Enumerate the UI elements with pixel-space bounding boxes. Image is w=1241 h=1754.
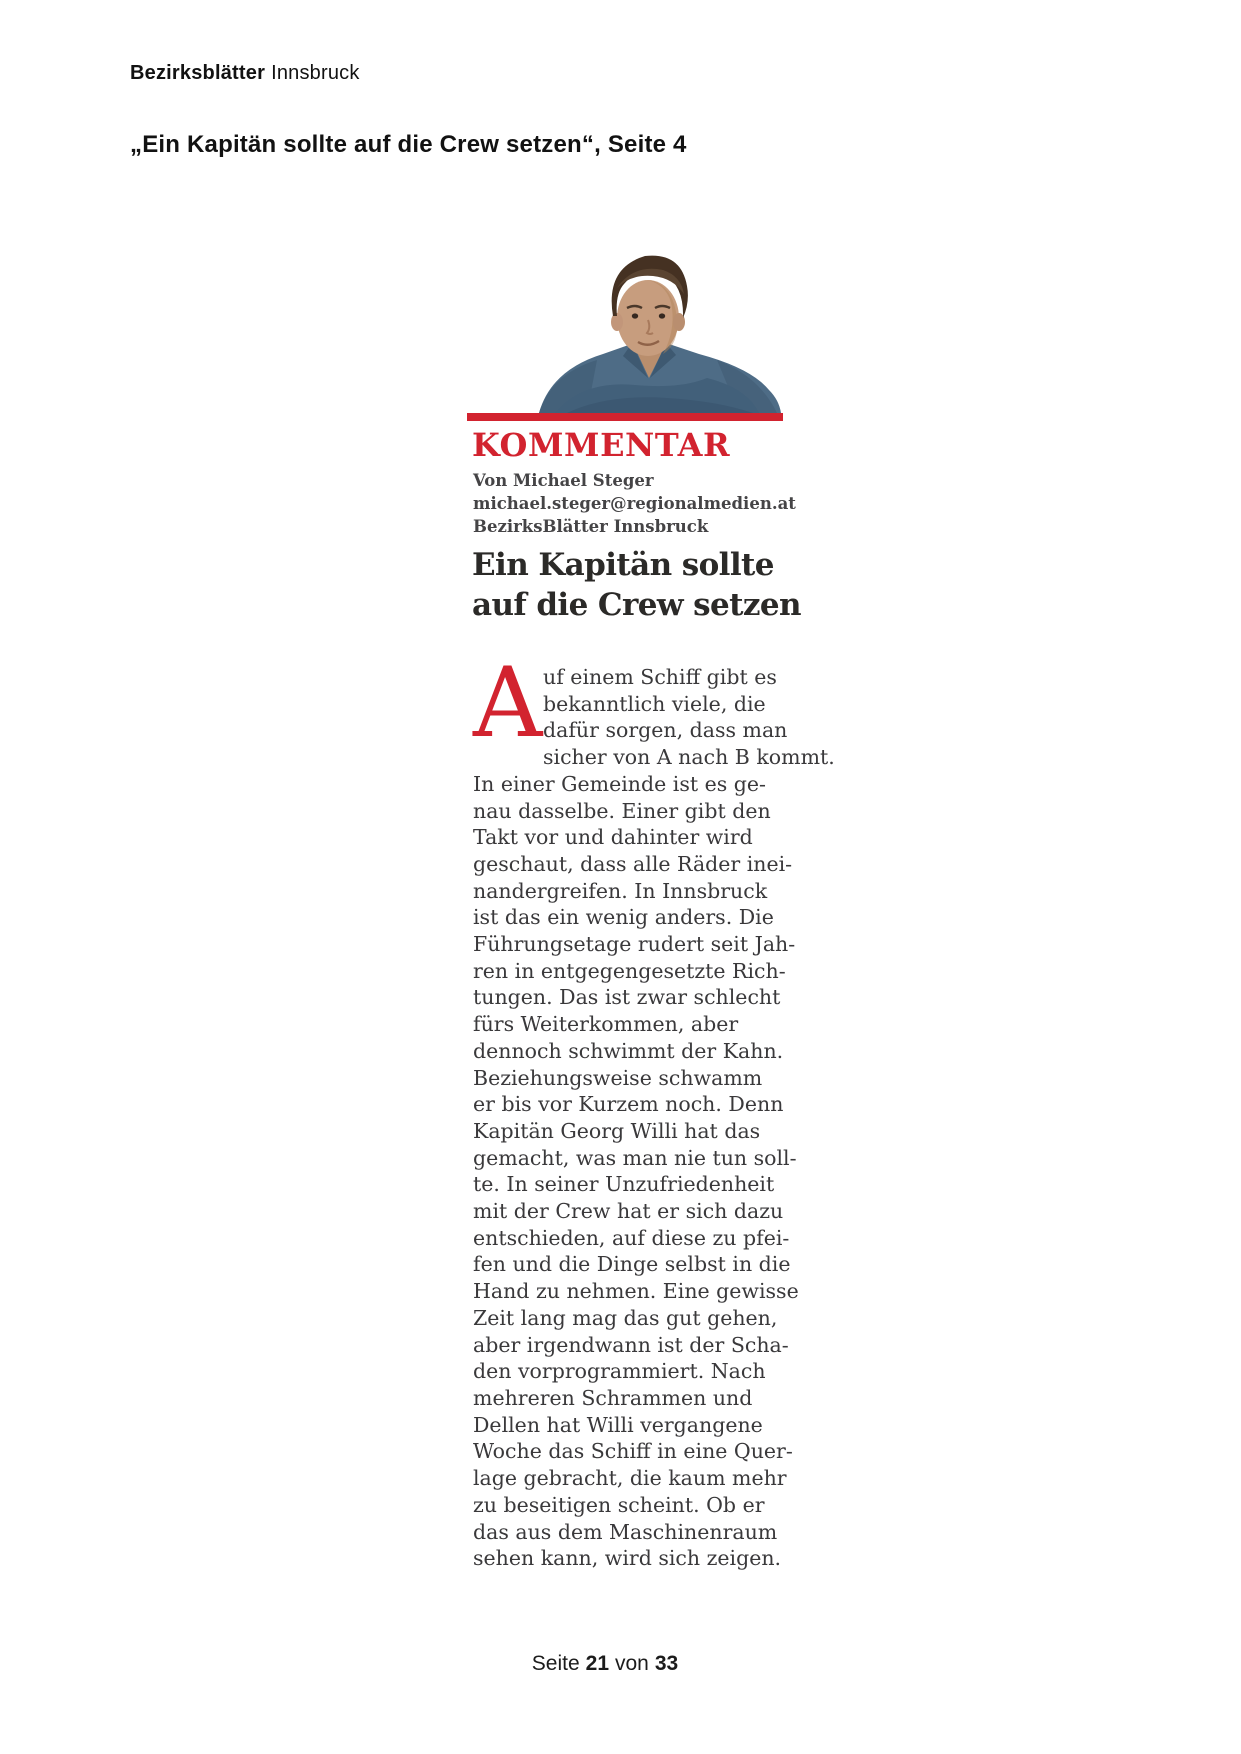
body-line: er bis vor Kurzem noch. Denn — [473, 1092, 784, 1117]
body-line: zu beseitigen scheint. Ob er — [473, 1492, 765, 1517]
article-body — [473, 647, 835, 1572]
body-line: bekanntlich viele, die — [543, 691, 766, 716]
article-title — [472, 545, 802, 625]
footer-total-pages: 33 — [654, 1652, 679, 1675]
page-footer — [0, 1652, 1210, 1676]
body-line: mehreren Schrammen und — [473, 1385, 753, 1410]
body-line: Kapitän Georg Willi hat das — [473, 1118, 761, 1143]
footer-current-page: 21 — [585, 1652, 609, 1675]
portrait-illustration — [467, 228, 783, 413]
body-line: Führungsetage rudert seit Jah- — [473, 932, 796, 957]
byline-line: Von Michael Steger — [473, 471, 654, 490]
footer-prefix: Seite — [531, 1652, 580, 1675]
article-title-line: Ein Kapitän sollte — [472, 547, 774, 583]
article-body-lines — [473, 647, 835, 1572]
body-line: dafür sorgen, dass man — [543, 718, 788, 743]
article-kicker: KOMMENTAR — [472, 426, 731, 464]
source-line — [130, 62, 360, 85]
clipping-headline: „Ein Kapitän sollte auf die Crew setzen“, Seite 4 — [130, 131, 687, 158]
body-line: In einer Gemeinde ist es ge- — [473, 771, 766, 796]
body-line: Woche das Schiff in eine Quer- — [473, 1439, 793, 1464]
body-line: Dellen hat Willi vergangene — [473, 1412, 763, 1437]
body-line: ist das ein wenig anders. Die — [473, 905, 774, 930]
byline-line: michael.steger@regionalmedien.at — [473, 494, 796, 513]
article-byline — [473, 469, 796, 538]
body-line: te. In seiner Unzufriedenheit — [473, 1172, 775, 1197]
body-line: geschaut, dass alle Räder inei- — [473, 851, 793, 876]
body-line: sehen kann, wird sich zeigen. — [473, 1546, 782, 1571]
source-region: Innsbruck — [271, 62, 360, 84]
source-name: Bezirksblätter — [130, 62, 266, 84]
author-portrait-photo — [467, 228, 783, 413]
body-line: sicher von A nach B kommt. — [543, 745, 835, 770]
body-line: aber irgendwann ist der Scha- — [473, 1332, 789, 1357]
red-divider-rule — [467, 413, 783, 421]
body-line: Hand zu nehmen. Eine gewisse — [473, 1279, 799, 1304]
body-line: uf einem Schiff gibt es — [543, 665, 777, 689]
article-title-line: auf die Crew setzen — [472, 587, 801, 623]
body-line: das aus dem Maschinenraum — [473, 1519, 778, 1544]
drop-cap: A — [473, 647, 543, 759]
body-line: Takt vor und dahinter wird — [473, 825, 753, 850]
body-line: Zeit lang mag das gut gehen, — [473, 1305, 778, 1330]
byline-line: BezirksBlätter Innsbruck — [473, 517, 709, 536]
body-line: nau dasselbe. Einer gibt den — [473, 798, 771, 823]
body-line: tungen. Das ist zwar schlecht — [473, 985, 781, 1010]
footer-separator: von — [615, 1652, 649, 1675]
body-line: den vorprogrammiert. Nach — [473, 1359, 766, 1384]
body-line: nandergreifen. In Innsbruck — [473, 878, 768, 903]
body-line: lage gebracht, die kaum mehr — [473, 1466, 787, 1491]
body-line: entschieden, auf diese zu pfei- — [473, 1225, 790, 1250]
body-line: Beziehungsweise schwamm — [473, 1065, 763, 1090]
body-line: fürs Weiterkommen, aber — [473, 1012, 739, 1037]
body-line: fen und die Dinge selbst in die — [473, 1252, 791, 1277]
body-line: dennoch schwimmt der Kahn. — [473, 1038, 784, 1063]
body-line: mit der Crew hat er sich dazu — [473, 1199, 784, 1224]
body-line: gemacht, was man nie tun soll- — [473, 1145, 797, 1170]
body-line: ren in entgegengesetzte Rich- — [473, 958, 786, 983]
